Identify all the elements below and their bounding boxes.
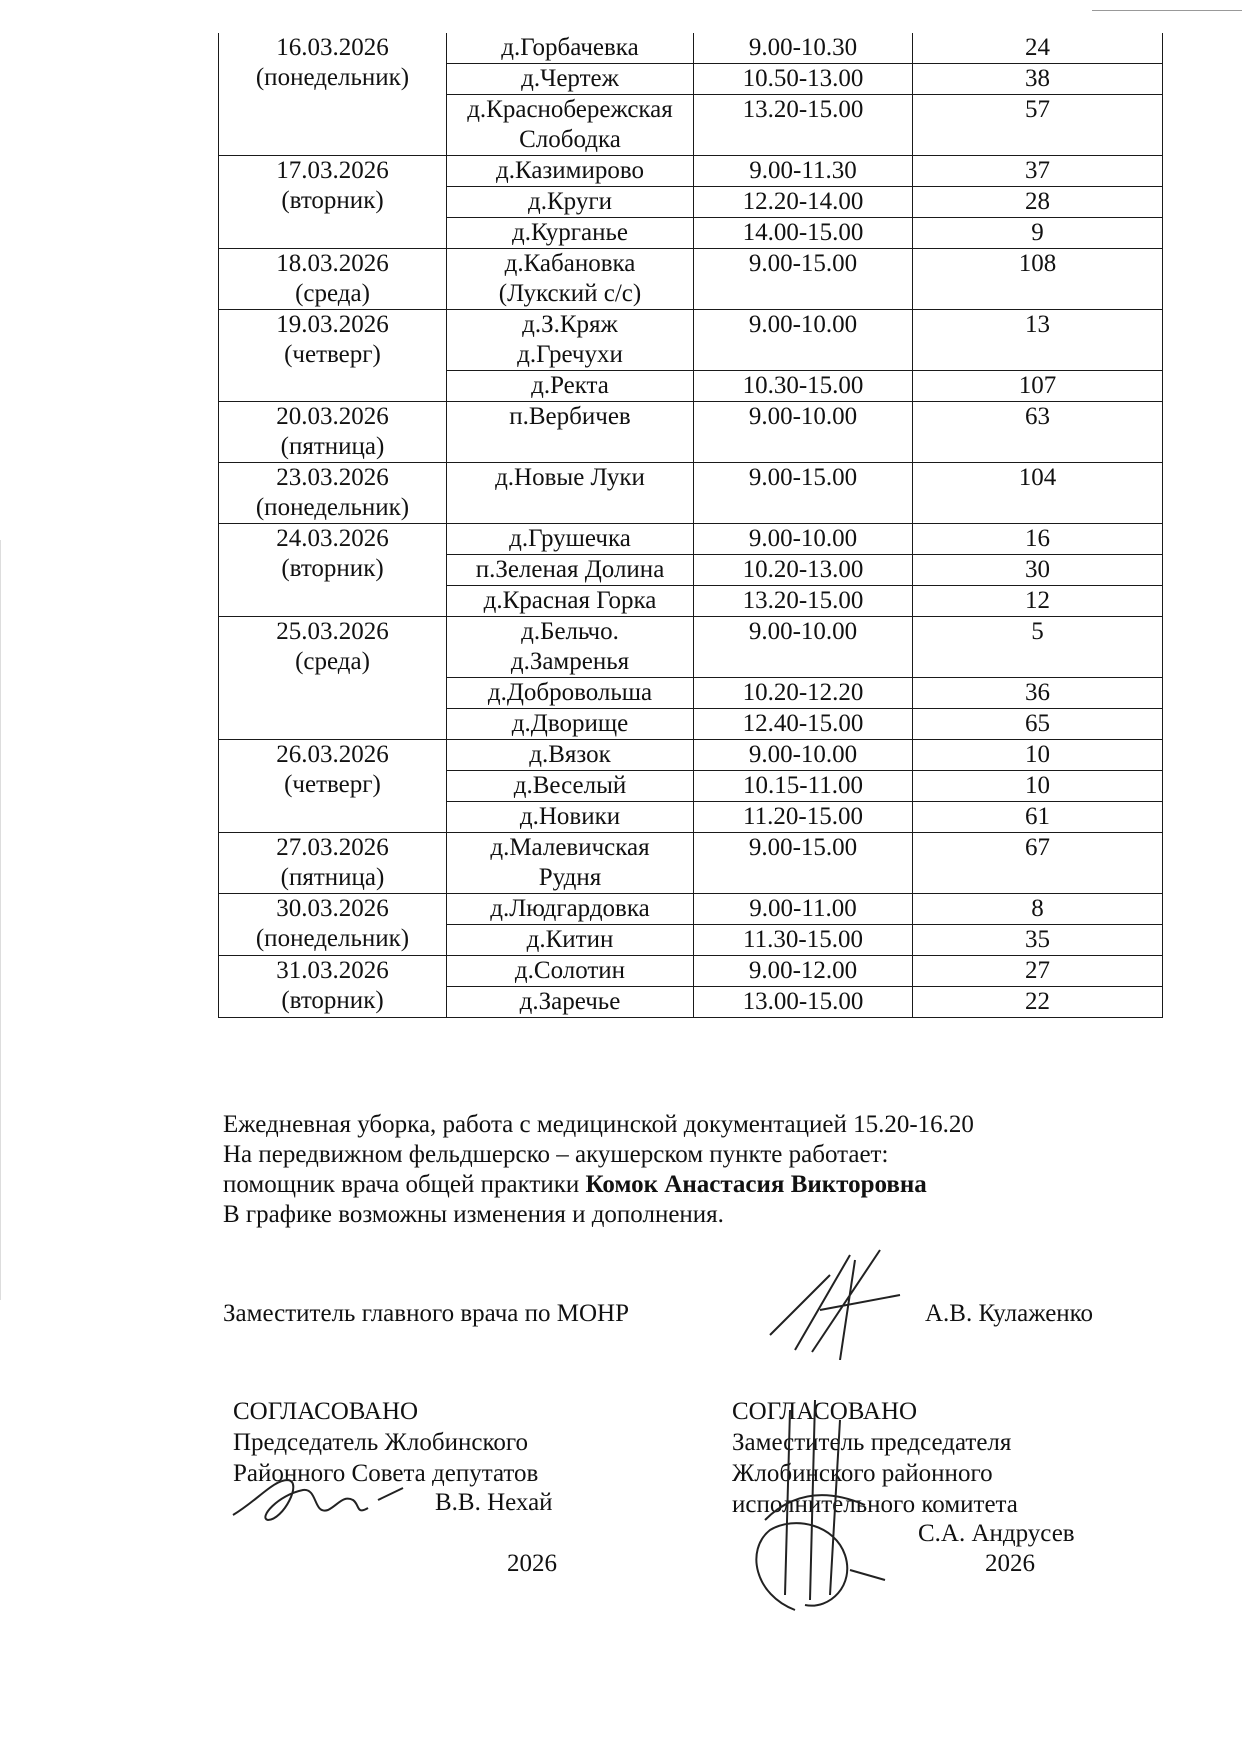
weekday-text: (четверг) bbox=[284, 341, 381, 368]
place-cell bbox=[447, 987, 694, 1018]
time-cell: 13.20-15.00 bbox=[694, 586, 913, 617]
count-cell: 61 bbox=[913, 802, 1163, 833]
time-cell: 9.00-15.00 bbox=[694, 249, 913, 310]
place-name: (Лукский с/с) bbox=[498, 280, 642, 307]
count-cell: 27 bbox=[913, 956, 1163, 987]
approval-right-org: Жлобинского районного bbox=[732, 1460, 993, 1487]
place-cell bbox=[447, 463, 694, 524]
count-cell: 107 bbox=[913, 371, 1163, 402]
count-cell: 12 bbox=[913, 586, 1163, 617]
place-name: д.Кабановка bbox=[504, 250, 636, 277]
date-cell bbox=[219, 617, 447, 740]
place-name: д.Вязок bbox=[529, 741, 611, 768]
place-cell bbox=[447, 956, 694, 987]
place-cell bbox=[447, 64, 694, 95]
place-name: д.Казимирово bbox=[496, 157, 644, 184]
time-cell: 11.20-15.00 bbox=[694, 802, 913, 833]
place-name: д.Красная Горка bbox=[483, 587, 657, 614]
weekday-text: (вторник) bbox=[281, 187, 384, 214]
schedule-body bbox=[219, 33, 1163, 1018]
place-name: д.Солотин bbox=[514, 957, 626, 984]
place-cell bbox=[447, 833, 694, 894]
table-row bbox=[219, 956, 1163, 987]
weekday-text: (среда) bbox=[295, 280, 370, 307]
table-row bbox=[219, 463, 1163, 524]
count-cell: 30 bbox=[913, 555, 1163, 586]
time-cell: 10.15-11.00 bbox=[694, 771, 913, 802]
weekday-text: (вторник) bbox=[281, 987, 384, 1014]
place-cell bbox=[447, 218, 694, 249]
weekday-text: (пятница) bbox=[280, 864, 385, 891]
date-cell bbox=[219, 524, 447, 617]
place-name: д.Замренья bbox=[510, 648, 630, 675]
count-cell: 63 bbox=[913, 402, 1163, 463]
place-name: п.Зеленая Долина bbox=[475, 556, 665, 583]
place-name: д.Круги bbox=[528, 188, 612, 215]
signature-kulazhenko bbox=[760, 1240, 910, 1360]
notes-block bbox=[223, 1110, 974, 1230]
place-name: д.Добровольша bbox=[487, 679, 653, 706]
place-name: д.Краснобережская bbox=[467, 96, 673, 123]
signatory-name: А.В. Кулаженко bbox=[925, 1300, 1094, 1327]
time-cell: 14.00-15.00 bbox=[694, 218, 913, 249]
time-cell: 9.00-10.00 bbox=[694, 617, 913, 678]
weekday-text: (четверг) bbox=[284, 771, 381, 798]
place-name: д.Веселый bbox=[513, 772, 627, 799]
place-name: Слободка bbox=[519, 126, 621, 153]
count-cell: 28 bbox=[913, 187, 1163, 218]
time-cell: 12.20-14.00 bbox=[694, 187, 913, 218]
place-name: д.Горбачевка bbox=[501, 34, 639, 61]
date-cell bbox=[219, 402, 447, 463]
time-cell: 10.30-15.00 bbox=[694, 371, 913, 402]
time-cell: 10.20-13.00 bbox=[694, 555, 913, 586]
place-cell bbox=[447, 678, 694, 709]
weekday-text: (пятница) bbox=[280, 433, 385, 460]
approval-right-year: 2026 bbox=[985, 1550, 1035, 1577]
time-cell: 10.20-12.20 bbox=[694, 678, 913, 709]
weekday-text: (понедельник) bbox=[255, 925, 410, 952]
date-text: 23.03.2026 bbox=[276, 464, 389, 491]
date-cell bbox=[219, 310, 447, 402]
weekday-text: (понедельник) bbox=[255, 494, 410, 521]
time-cell: 9.00-10.00 bbox=[694, 402, 913, 463]
place-name: д.Грушечка bbox=[509, 525, 631, 552]
table-row bbox=[219, 402, 1163, 463]
count-cell: 22 bbox=[913, 987, 1163, 1018]
place-cell bbox=[447, 371, 694, 402]
place-cell bbox=[447, 249, 694, 310]
place-name: д.Новики bbox=[519, 803, 621, 830]
date-cell bbox=[219, 156, 447, 249]
date-text: 16.03.2026 bbox=[276, 34, 389, 61]
date-text: 17.03.2026 bbox=[276, 157, 389, 184]
place-cell bbox=[447, 524, 694, 555]
date-cell bbox=[219, 894, 447, 956]
time-cell: 12.40-15.00 bbox=[694, 709, 913, 740]
assistant-note bbox=[223, 1170, 974, 1200]
date-text: 26.03.2026 bbox=[276, 741, 389, 768]
place-cell bbox=[447, 187, 694, 218]
time-cell: 9.00-10.00 bbox=[694, 740, 913, 771]
date-cell bbox=[219, 740, 447, 833]
date-cell bbox=[219, 33, 447, 156]
staff-note: На передвижном фельдшерско – акушерском пункте работает: bbox=[223, 1141, 889, 1168]
time-cell: 9.00-12.00 bbox=[694, 956, 913, 987]
place-cell bbox=[447, 802, 694, 833]
count-cell: 10 bbox=[913, 771, 1163, 802]
time-cell: 9.00-11.30 bbox=[694, 156, 913, 187]
assistant-name: Комок Анастасия Викторовна bbox=[585, 1171, 927, 1198]
place-cell bbox=[447, 771, 694, 802]
table-row bbox=[219, 617, 1163, 678]
place-name: д.Курганье bbox=[512, 219, 628, 246]
table-row bbox=[219, 249, 1163, 310]
table-row bbox=[219, 310, 1163, 371]
approval-left-heading: СОГЛАСОВАНО bbox=[233, 1398, 419, 1425]
place-name: д.Дворище bbox=[511, 710, 629, 737]
count-cell: 8 bbox=[913, 894, 1163, 925]
approval-right-name: С.А. Андрусев bbox=[918, 1520, 1075, 1547]
place-cell bbox=[447, 402, 694, 463]
place-cell bbox=[447, 740, 694, 771]
changes-note: В графике возможны изменения и дополнения. bbox=[223, 1201, 724, 1228]
time-cell: 9.00-10.00 bbox=[694, 524, 913, 555]
count-cell: 10 bbox=[913, 740, 1163, 771]
count-cell: 5 bbox=[913, 617, 1163, 678]
place-name: д.Бельчо. bbox=[521, 618, 619, 645]
date-text: 18.03.2026 bbox=[276, 250, 389, 277]
place-name: д.Малевичская bbox=[490, 834, 650, 861]
approval-left-name: В.В. Нехай bbox=[435, 1489, 553, 1516]
approval-left-year: 2026 bbox=[507, 1550, 557, 1577]
approval-left-position: Председатель Жлобинского bbox=[233, 1429, 528, 1456]
place-cell bbox=[447, 310, 694, 371]
date-text: 31.03.2026 bbox=[276, 957, 389, 984]
count-cell: 38 bbox=[913, 64, 1163, 95]
place-name: д.Гречухи bbox=[517, 341, 623, 368]
count-cell: 108 bbox=[913, 249, 1163, 310]
date-text: 24.03.2026 bbox=[276, 525, 389, 552]
signatory-title: Заместитель главного врача по МОНР bbox=[223, 1300, 630, 1327]
time-cell: 10.50-13.00 bbox=[694, 64, 913, 95]
count-cell: 37 bbox=[913, 156, 1163, 187]
place-cell bbox=[447, 555, 694, 586]
weekday-text: (вторник) bbox=[281, 555, 384, 582]
place-cell bbox=[447, 709, 694, 740]
approval-right-position: Заместитель председателя bbox=[732, 1429, 1012, 1456]
cleaning-note: Ежедневная уборка, работа с медицинской документацией 15.20-16.20 bbox=[223, 1111, 974, 1138]
schedule-table bbox=[218, 33, 1163, 1018]
approval-left-org: Районного Совета депутатов bbox=[233, 1460, 539, 1487]
date-cell bbox=[219, 463, 447, 524]
weekday-text: (среда) bbox=[295, 648, 370, 675]
place-cell bbox=[447, 95, 694, 156]
table-row bbox=[219, 156, 1163, 187]
place-name: д.Ректа bbox=[531, 372, 609, 399]
date-cell bbox=[219, 249, 447, 310]
place-name: д.Чертеж bbox=[521, 65, 619, 92]
time-cell: 13.00-15.00 bbox=[694, 987, 913, 1018]
date-text: 19.03.2026 bbox=[276, 311, 389, 338]
date-text: 27.03.2026 bbox=[276, 834, 389, 861]
table-row bbox=[219, 833, 1163, 894]
time-cell: 9.00-15.00 bbox=[694, 463, 913, 524]
place-cell bbox=[447, 894, 694, 925]
time-cell: 11.30-15.00 bbox=[694, 925, 913, 956]
date-text: 25.03.2026 bbox=[276, 618, 389, 645]
place-name: п.Вербичев bbox=[509, 403, 631, 430]
count-cell: 36 bbox=[913, 678, 1163, 709]
place-name: д.З.Кряж bbox=[522, 311, 618, 338]
date-cell bbox=[219, 956, 447, 1018]
place-name: д.Людгардовка bbox=[490, 895, 650, 922]
weekday-text: (понедельник) bbox=[255, 64, 410, 91]
place-name: д.Заречье bbox=[519, 988, 621, 1015]
count-cell: 104 bbox=[913, 463, 1163, 524]
place-cell bbox=[447, 156, 694, 187]
table-row bbox=[219, 33, 1163, 64]
time-cell: 9.00-11.00 bbox=[694, 894, 913, 925]
count-cell: 35 bbox=[913, 925, 1163, 956]
assistant-role: помощник врача общей практики bbox=[223, 1171, 586, 1198]
place-name: д.Новые Луки bbox=[495, 464, 645, 491]
count-cell: 16 bbox=[913, 524, 1163, 555]
place-cell bbox=[447, 586, 694, 617]
signature-nekhai bbox=[228, 1460, 428, 1530]
place-name: д.Китин bbox=[526, 926, 614, 953]
count-cell: 13 bbox=[913, 310, 1163, 371]
date-text: 20.03.2026 bbox=[276, 403, 389, 430]
time-cell: 13.20-15.00 bbox=[694, 95, 913, 156]
scan-page-edge bbox=[0, 540, 4, 1300]
time-cell: 9.00-15.00 bbox=[694, 833, 913, 894]
signature-andrusev bbox=[735, 1380, 895, 1620]
table-row bbox=[219, 894, 1163, 925]
count-cell: 24 bbox=[913, 33, 1163, 64]
time-cell: 9.00-10.00 bbox=[694, 310, 913, 371]
count-cell: 67 bbox=[913, 833, 1163, 894]
place-cell bbox=[447, 617, 694, 678]
approval-right-org-2: исполнительного комитета bbox=[732, 1491, 1018, 1518]
time-cell: 9.00-10.30 bbox=[694, 33, 913, 64]
place-name: Рудня bbox=[538, 864, 602, 891]
place-cell bbox=[447, 925, 694, 956]
scan-edge-line bbox=[1092, 10, 1242, 11]
table-row bbox=[219, 524, 1163, 555]
count-cell: 57 bbox=[913, 95, 1163, 156]
approval-right-heading: СОГЛАСОВАНО bbox=[732, 1398, 918, 1425]
count-cell: 65 bbox=[913, 709, 1163, 740]
count-cell: 9 bbox=[913, 218, 1163, 249]
date-text: 30.03.2026 bbox=[276, 895, 389, 922]
place-cell bbox=[447, 33, 694, 64]
date-cell bbox=[219, 833, 447, 894]
table-row bbox=[219, 740, 1163, 771]
